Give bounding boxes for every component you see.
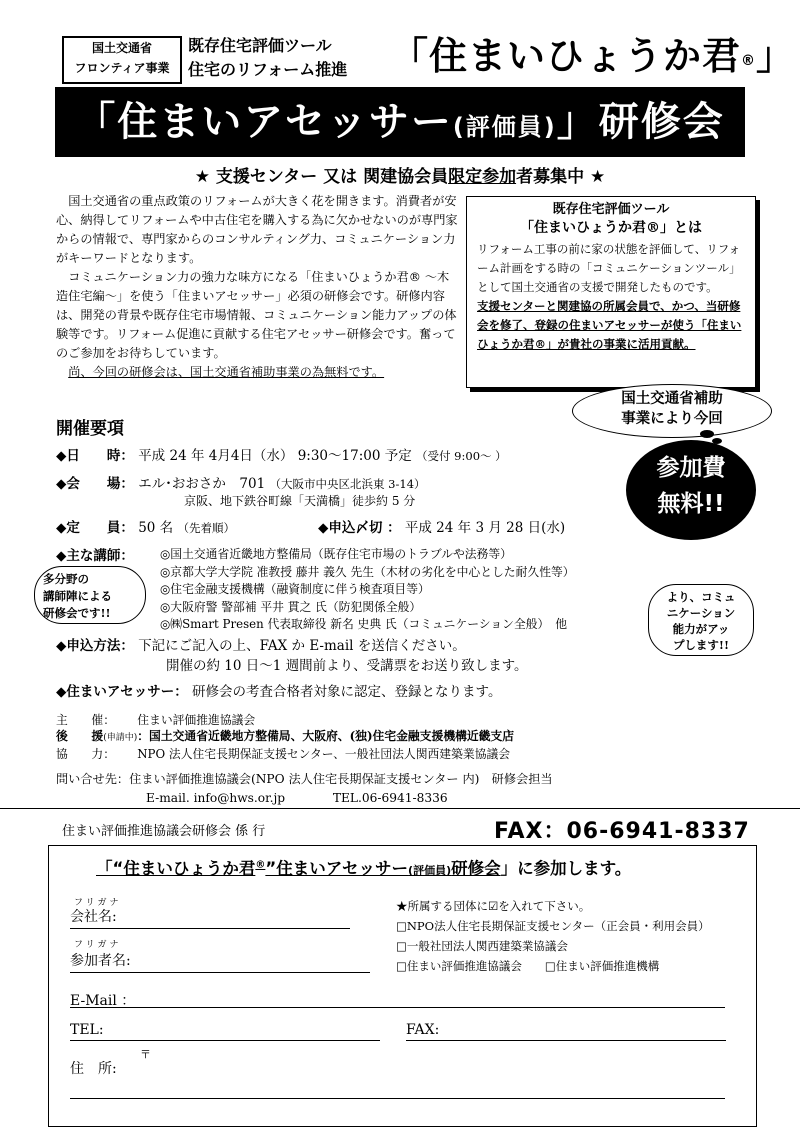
apply-line-2: 開催の約 10 日～1 週間前より、受講票をお送り致します。 <box>166 658 528 674</box>
fee-line-2: 無料!! <box>657 491 725 517</box>
date-label: ◆日 時： <box>56 448 134 464</box>
capacity-label: ◆定 員： <box>56 520 134 536</box>
furigana-label: フリガナ <box>74 940 122 950</box>
host-value: 住まい評価推進協議会 <box>137 713 256 727</box>
venue-row <box>56 472 426 492</box>
intro-paragraph-1: 国土交通省の重点政策のリフォームが大きく花を開きます。消費者が安心、納得してリフォームや中古住宅を購入する為に欠かせないのが専門家からの情報で、専門家からのコンサルティング力、コミュニケーション力がキーワードとなります。 <box>56 194 458 265</box>
lecturers-speech-bubble <box>34 566 146 624</box>
deadline-value: 平成 24 年 3 月 28 日(水) <box>404 520 566 536</box>
speaker-item: ◎国土交通省近畿地方整備局（既存住宅市場のトラブルや法務等） <box>160 547 512 561</box>
banner-subtitle: (評価員) <box>452 113 557 141</box>
form-title-c: 研修会 <box>451 859 501 878</box>
communication-speech-bubble <box>648 584 754 656</box>
assessor-value: 研修会の考査合格者対象に認定、登録となります。 <box>192 684 502 700</box>
speaker-item: ◎大阪府警 警部補 平井 貫之 氏（防犯関係全般） <box>160 599 422 614</box>
intro-paragraph-2: コミュニケーション力の強力な味方になる「住まいひょうか君® ～木造住宅編～」を使う「住まいアセッサー」必須の研修会です。研修内容は、開発の背景や既存住宅市場情報、コミュニケーション能力アップの体験等です。リフォーム促進に貢献する住宅アセッサー研修会です。奮ってのご参加をお待ちしています。 <box>56 270 457 360</box>
speaker-item: ◎住宅金融支援機構（融資制度に伴う検査項目等） <box>160 582 430 596</box>
date-note: （受付 9:00～ ） <box>416 449 507 463</box>
subsidy-line-2: 事業により今回 <box>621 411 723 427</box>
registered-mark: ® <box>255 859 266 871</box>
host-label: 主 催： <box>56 713 115 727</box>
participant-field[interactable] <box>70 972 370 973</box>
subsidy-speech-bubble <box>572 384 772 438</box>
recruitment-line <box>0 162 800 187</box>
free-fee-badge <box>626 440 756 540</box>
right-bubble-line: ニケーション <box>666 606 736 620</box>
ministry-name: 国土交通省 <box>91 41 152 55</box>
support-note: (申請中) <box>103 733 138 743</box>
right-bubble-line: プします!! <box>672 638 730 652</box>
tool-info-title-1: 既存住宅評価ツール <box>552 202 670 217</box>
apply-row <box>56 634 466 654</box>
speaker-item: ◎京都大学大学院 准教授 藤井 義久 先生（木材の劣化を中心とした耐久性等） <box>160 564 575 579</box>
left-bubble-line: 多分野の <box>43 572 89 586</box>
form-title-sub: (評価員) <box>408 864 452 877</box>
tool-info-box <box>466 196 756 388</box>
contact-info <box>56 770 553 808</box>
apply-label: ◆申込方法： <box>56 638 134 654</box>
venue-address: （大阪市中央区北浜東 3-14） <box>269 477 426 491</box>
coop-label: 協 力： <box>56 747 115 761</box>
coop-value: NPO 法人住宅長期保証支援センター、一般社団法人関西建築業協議会 <box>137 747 511 761</box>
company-label: 会社名: <box>70 909 117 925</box>
org-checkbox-kanken[interactable]: □一般社団法人関西建築業協議会 <box>396 939 568 953</box>
recruit-text-b: 者募集中 <box>516 167 585 187</box>
venue-label: ◆会 場： <box>56 476 134 492</box>
email-label: E-Mail ： <box>70 993 136 1009</box>
ministry-frontier-badge <box>62 36 182 84</box>
speakers-label <box>56 544 134 564</box>
form-title-a: 「“住まいひょうか君 <box>96 859 256 878</box>
form-title <box>96 855 631 879</box>
assessor-label: ◆住まいアセッサー： <box>56 684 188 700</box>
capacity-row <box>56 516 235 536</box>
furigana-label: フリガナ <box>74 898 122 908</box>
banner-title-a: 「住まいアセッサー <box>75 99 453 145</box>
intro-text <box>56 192 461 382</box>
address-label: 住 所: <box>70 1061 117 1077</box>
assessor-row <box>56 680 501 700</box>
recruit-limited: 限定参加 <box>448 167 517 187</box>
form-title-b: ”住まいアセッサー <box>265 859 409 878</box>
postal-mark: 〒 <box>140 1048 151 1061</box>
product-title <box>390 28 795 89</box>
addressee: 住まい評価推進協議会研修会 係 行 <box>62 824 266 839</box>
speaker-item: ◎㈱Smart Presen 代表取締役 新名 史典 氏（コミュニケーション全般） 他 <box>160 617 568 631</box>
product-close: 」 <box>756 34 796 78</box>
organizers-table <box>56 712 514 762</box>
fax-label: FAX: <box>406 1022 440 1038</box>
company-field[interactable] <box>70 928 350 929</box>
tool-info-title-2: 「住まいひょうか君®」とは <box>520 220 702 236</box>
speakers-list <box>160 546 575 634</box>
tel-label: TEL: <box>70 1022 104 1038</box>
date-value: 平成 24 年 4月4日（水） 9:30～17:00 予定 <box>138 448 412 464</box>
section-divider <box>0 808 800 809</box>
address-field[interactable] <box>70 1098 725 1099</box>
participant-label: 参加者名: <box>70 953 131 969</box>
apply-line-1: 下記にご記入の上、FAX か E-mail を送信ください。 <box>138 638 466 654</box>
tool-line-2: 住宅のリフォーム推進 <box>188 60 348 79</box>
star-icon: ★ <box>194 167 210 187</box>
tool-info-body: リフォーム工事の前に家の状態を評価して、リフォーム計画をする時の「コミュニケーションツール」として国土交通省の支援で開発したものです。 <box>477 242 741 294</box>
intro-paragraph-3: 尚、今回の研修会は、国土交通省補助事業の為無料です。 <box>68 365 385 379</box>
star-icon: ★ <box>590 167 606 187</box>
date-row <box>56 444 507 464</box>
subsidy-line-1: 国土交通省補助 <box>621 391 723 407</box>
deadline-row <box>318 516 565 536</box>
tel-field[interactable] <box>70 1040 380 1041</box>
left-bubble-line: 研修会です!! <box>43 606 111 620</box>
frontier-project: フロンティア事業 <box>74 61 170 75</box>
banner-title-b: 」研修会 <box>556 99 725 145</box>
capacity-value: 50 名 <box>138 520 174 536</box>
application-form <box>48 845 757 1127</box>
capacity-note: （先着順） <box>177 521 235 535</box>
form-title-d: 」に参加します。 <box>500 859 632 878</box>
contact-tel: TEL.06-6941-8336 <box>332 791 448 805</box>
right-bubble-line: より、コミュ <box>666 590 736 604</box>
email-field[interactable] <box>70 1007 725 1008</box>
venue-access: 京阪、地下鉄谷町線「天満橋」徒歩約 5 分 <box>184 494 416 508</box>
org-checkbox-npo[interactable]: □NPO法人住宅長期保証支援センター（正会員・利用会員） <box>396 919 710 933</box>
thought-dot-icon <box>700 430 714 438</box>
registered-mark: ® <box>741 53 757 69</box>
support-label: 後 援 <box>56 729 104 743</box>
fax-number: FAX：06-6941-8337 <box>494 819 750 844</box>
org-checkbox-council[interactable]: □住まい評価推進協議会 □住まい評価推進機構 <box>396 959 660 973</box>
details-heading: 開催要項 <box>56 419 124 439</box>
deadline-label: ◆申込〆切 ： <box>318 520 401 536</box>
fax-field[interactable] <box>406 1040 726 1041</box>
contact-line: 問い合せ先：住まい評価推進協議会(NPO 法人住宅長期保証支援センター 内) 研修会担当 <box>56 772 553 786</box>
right-bubble-line: 能力がアッ <box>672 622 730 636</box>
org-check-instruction: ★所属する団体に☑を入れて下さい。 <box>396 899 591 913</box>
left-bubble-line: 講師陣による <box>43 589 112 603</box>
speakers-label-text: ◆主な講師： <box>56 548 134 564</box>
contact-email: E-mail. info@hws.or.jp <box>146 791 286 805</box>
support-value: ：国土交通省近畿地方整備局、大阪府、(独)住宅金融支援機構近畿支店 <box>137 729 515 743</box>
fee-line-1: 参加費 <box>656 455 726 481</box>
tool-description <box>188 34 347 82</box>
tool-info-highlight: 支援センターと関建協の所属会員で、かつ、当研修会を修了、登録の住まいアセッサーが使う「住まいひょうか君®」が貴社の事業に活用貢献。 <box>477 299 742 351</box>
venue-value: エル･おおさか 701 <box>138 476 266 492</box>
tool-line-1: 既存住宅評価ツール <box>188 36 332 55</box>
recruit-text-a: 支援センター 又は 関建協会員 <box>215 167 449 187</box>
seminar-banner <box>55 87 745 157</box>
product-name: 「住まいひょうか君 <box>390 34 742 78</box>
